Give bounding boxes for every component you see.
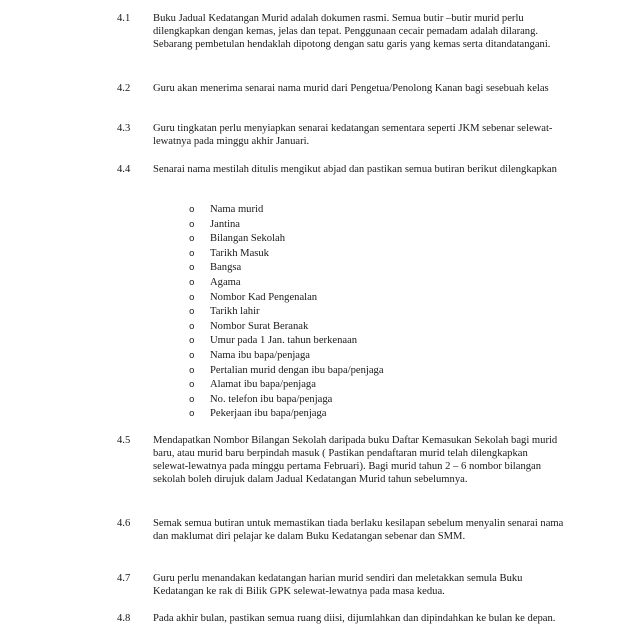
list-item <box>186 320 384 335</box>
list-item <box>186 349 384 364</box>
bullet-icon: o <box>189 409 195 420</box>
bullet-icon: o <box>189 263 195 274</box>
list-item <box>186 247 384 262</box>
bullet-icon: o <box>189 350 195 361</box>
list-item <box>186 232 384 247</box>
section-number: 4.4 <box>117 164 131 175</box>
list-item <box>186 261 384 276</box>
list-item-label: Bangsa <box>210 262 242 274</box>
list-item-label: Agama <box>210 276 241 288</box>
required-details-list <box>186 203 384 422</box>
section-text: Mendapatkan Nombor Bilangan Sekolah daripada buku Daftar Kemasukan Sekolah bagi murid baru, atau murid baru berpindah masuk ( Pastikan pendaftaran murid telah dilengkapkan selewat-lewatnya pada minggu pertama Februari). Bagi murid tahun 2 – 6 nombor bilangan sekolah boleh dirujuk dalam Jadual Kedatangan Murid tahun sebelumnya. <box>153 435 558 485</box>
section-text: Semak semua butiran untuk memastikan tiada berlaku kesilapan sebelum menyalin senarai nama dan maklumat diri pelajar ke dalam Buku Kedatangan sebenar dan SMM. <box>153 518 564 542</box>
list-item <box>186 407 384 422</box>
section-number: 4.3 <box>117 123 131 134</box>
section-number: 4.1 <box>117 13 131 24</box>
bullet-icon: o <box>189 380 195 391</box>
list-item <box>186 393 384 408</box>
list-item <box>186 305 384 320</box>
list-item-label: Nama murid <box>210 204 264 215</box>
section-number: 4.2 <box>117 83 131 94</box>
list-item-label: Pertalian murid dengan ibu bapa/penjaga <box>210 364 384 376</box>
bullet-icon: o <box>189 292 195 303</box>
bullet-icon: o <box>189 248 195 259</box>
bullet-icon: o <box>189 321 195 332</box>
list-item-label: Nombor Kad Pengenalan <box>210 291 318 303</box>
list-item-label: Alamat ibu bapa/penjaga <box>210 379 316 391</box>
section-text: Guru akan menerima senarai nama murid dari Pengetua/Penolong Kanan bagi sesebuah kelas <box>153 83 549 94</box>
list-item <box>186 203 384 218</box>
bullet-icon: o <box>189 394 195 405</box>
list-item-label: Jantina <box>210 218 241 230</box>
list-item-label: Tarikh lahir <box>210 306 260 318</box>
bullet-icon: o <box>189 205 195 215</box>
list-item <box>186 334 384 349</box>
section-text: Guru tingkatan perlu menyiapkan senarai kedatangan sementara seperti JKM sebenar selewat-lewatnya pada minggu akhir Januari. <box>153 123 553 147</box>
bullet-icon: o <box>189 365 195 376</box>
section-number: 4.7 <box>117 573 131 584</box>
bullet-icon: o <box>189 234 195 245</box>
section-text: Guru perlu menandakan kedatangan harian murid sendiri dan meletakkan semula Buku Kedatangan ke rak di Bilik GPK selewat-lewatnya pada masa kedua. <box>153 573 523 597</box>
bullet-icon: o <box>189 307 195 318</box>
list-item <box>186 364 384 379</box>
list-item <box>186 378 384 393</box>
list-item-label: Nombor Surat Beranak <box>210 320 309 332</box>
list-item-label: Tarikh Masuk <box>210 247 269 259</box>
section-number: 4.6 <box>117 518 131 529</box>
list-item <box>186 291 384 306</box>
section-number: 4.5 <box>117 435 131 446</box>
section-text: Buku Jadual Kedatangan Murid adalah dokumen rasmi. Semua butir –butir murid perlu dilengkapkan dengan kemas, jelas dan tepat. Penggunaan cecair pemadam adalah dilarang. Sebarang pembetulan hendaklah dipotong dengan satu garis yang kemas serta ditandatangani. <box>153 13 551 50</box>
section-number: 4.8 <box>117 613 131 624</box>
bullet-icon: o <box>189 219 195 230</box>
section-text: Senarai nama mestilah ditulis mengikut abjad dan pastikan semua butiran berikut dilengkapkan <box>153 164 557 175</box>
list-item-label: Bilangan Sekolah <box>210 233 286 245</box>
bullet-icon: o <box>189 277 195 288</box>
list-item-label: Pekerjaan ibu bapa/penjaga <box>210 408 327 420</box>
list-item-label: No. telefon ibu bapa/penjaga <box>210 393 333 405</box>
list-item-label: Umur pada 1 Jan. tahun berkenaan <box>210 335 358 347</box>
list-item <box>186 276 384 291</box>
list-item-label: Nama ibu bapa/penjaga <box>210 349 311 361</box>
list-item <box>186 218 384 233</box>
section-text: Pada akhir bulan, pastikan semua ruang diisi, dijumlahkan dan dipindahkan ke bulan ke depan. <box>153 613 556 624</box>
bullet-icon: o <box>189 336 195 347</box>
